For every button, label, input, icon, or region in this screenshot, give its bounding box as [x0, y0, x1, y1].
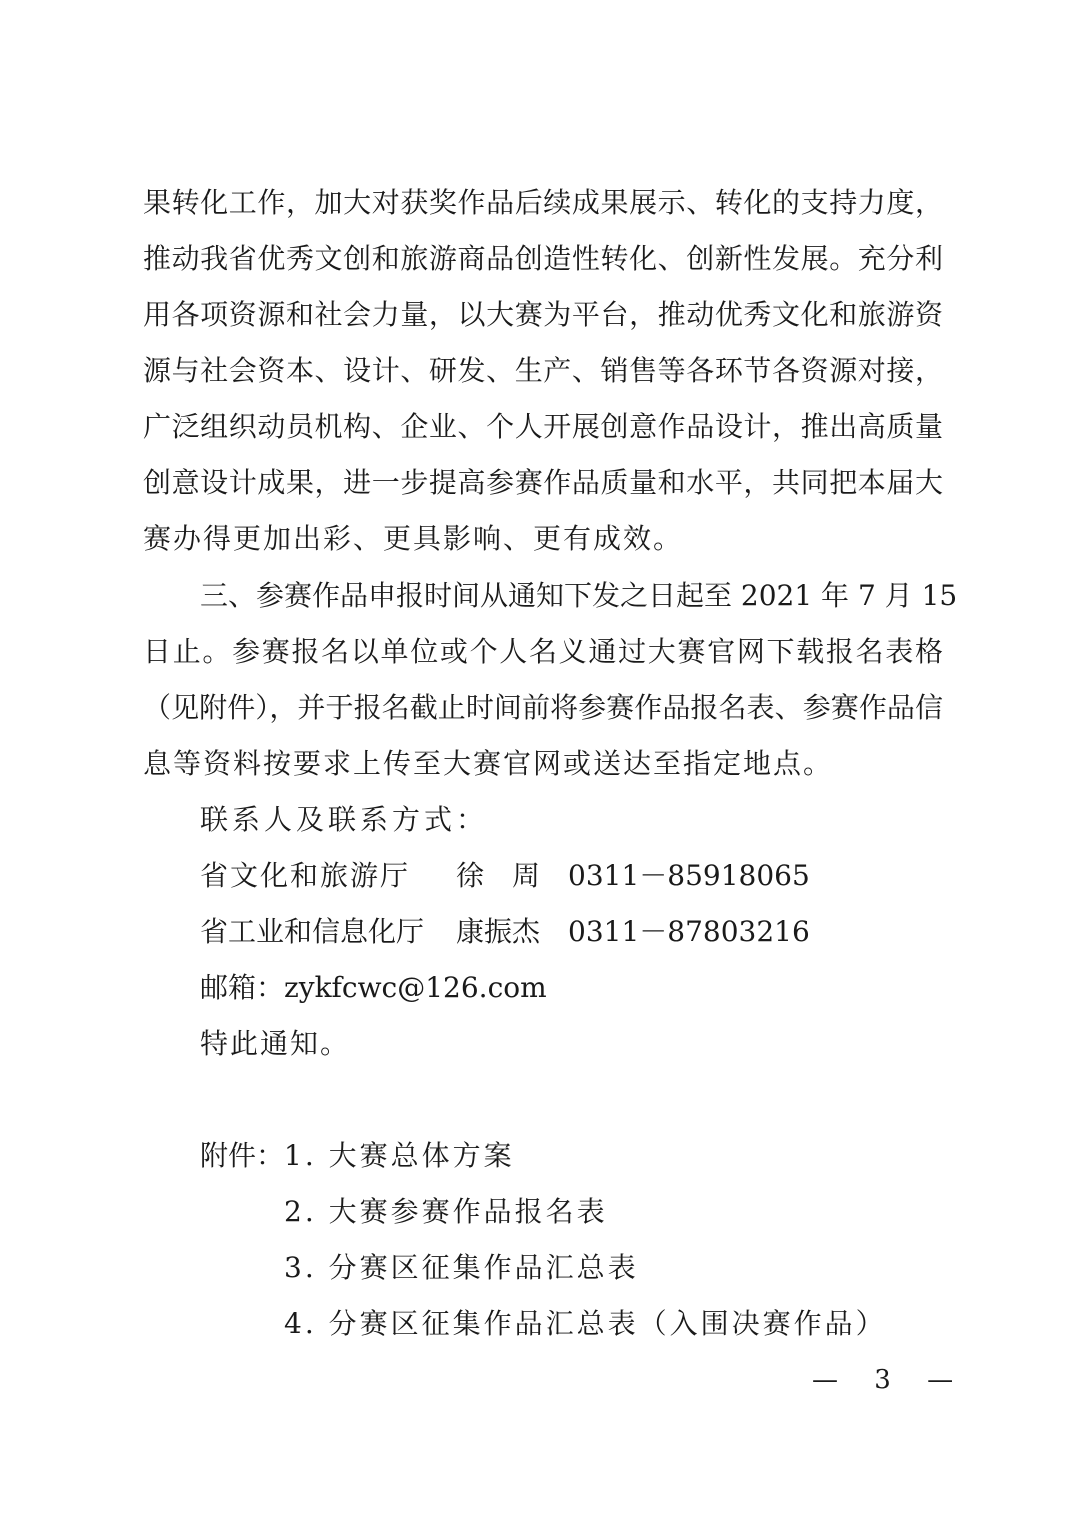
contact-org: 省文化和旅游厅	[200, 859, 411, 892]
attachment-item: 1. 大赛总体方案	[284, 1139, 515, 1172]
contact-name: 康振杰	[456, 915, 541, 948]
section-three-line: 息等资料按要求上传至大赛官网或送达至指定地点。	[143, 747, 834, 780]
contact-row	[200, 856, 810, 896]
paragraph-line: 果转化工作，加大对获奖作品后续成果展示、转化的支持力度，	[143, 186, 943, 219]
attachment-item: 4. 分赛区征集作品汇总表（入围决赛作品）	[284, 1307, 887, 1340]
section-three-line: 日止。参赛报名以单位或个人名义通过大赛官网下载报名表格	[143, 635, 943, 668]
contact-phone: 0311－85918065	[568, 859, 810, 892]
contact-name: 徐 周	[456, 859, 541, 892]
paragraph-line: 创意设计成果，进一步提高参赛作品质量和水平，共同把本届大	[143, 466, 943, 499]
paragraph-line: 推动我省优秀文创和旅游商品创造性转化、创新性发展。充分利	[143, 242, 943, 275]
contact-phone: 0311－87803216	[568, 915, 810, 948]
attachments-label: 附件：	[200, 1139, 285, 1172]
paragraph-line: 赛办得更加出彩、更具影响、更有成效。	[143, 522, 684, 555]
page-number: — 3 —	[812, 1365, 968, 1395]
contact-row	[200, 912, 810, 952]
attachment-item: 2. 大赛参赛作品报名表	[284, 1195, 608, 1228]
paragraph-line: 用各项资源和社会力量，以大赛为平台，推动优秀文化和旅游资	[143, 298, 943, 331]
section-three-line: （见附件），并于报名截止时间前将参赛作品报名表、参赛作品信	[143, 691, 943, 724]
paragraph-line: 源与社会资本、设计、研发、生产、销售等各环节各资源对接，	[143, 354, 943, 387]
closing-line: 特此通知。	[200, 1027, 351, 1060]
paragraph-line: 广泛组织动员机构、企业、个人开展创意作品设计，推出高质量	[143, 410, 943, 443]
contact-org: 省工业和信息化厅	[200, 915, 425, 948]
contacts-heading: 联系人及联系方式：	[200, 803, 489, 836]
attachment-item: 3. 分赛区征集作品汇总表	[284, 1251, 639, 1284]
contact-email: 邮箱：zykfcwc@126.com	[200, 971, 547, 1004]
section-three-line: 三、参赛作品申报时间从通知下发之日起至 2021 年 7 月 15	[200, 579, 958, 612]
